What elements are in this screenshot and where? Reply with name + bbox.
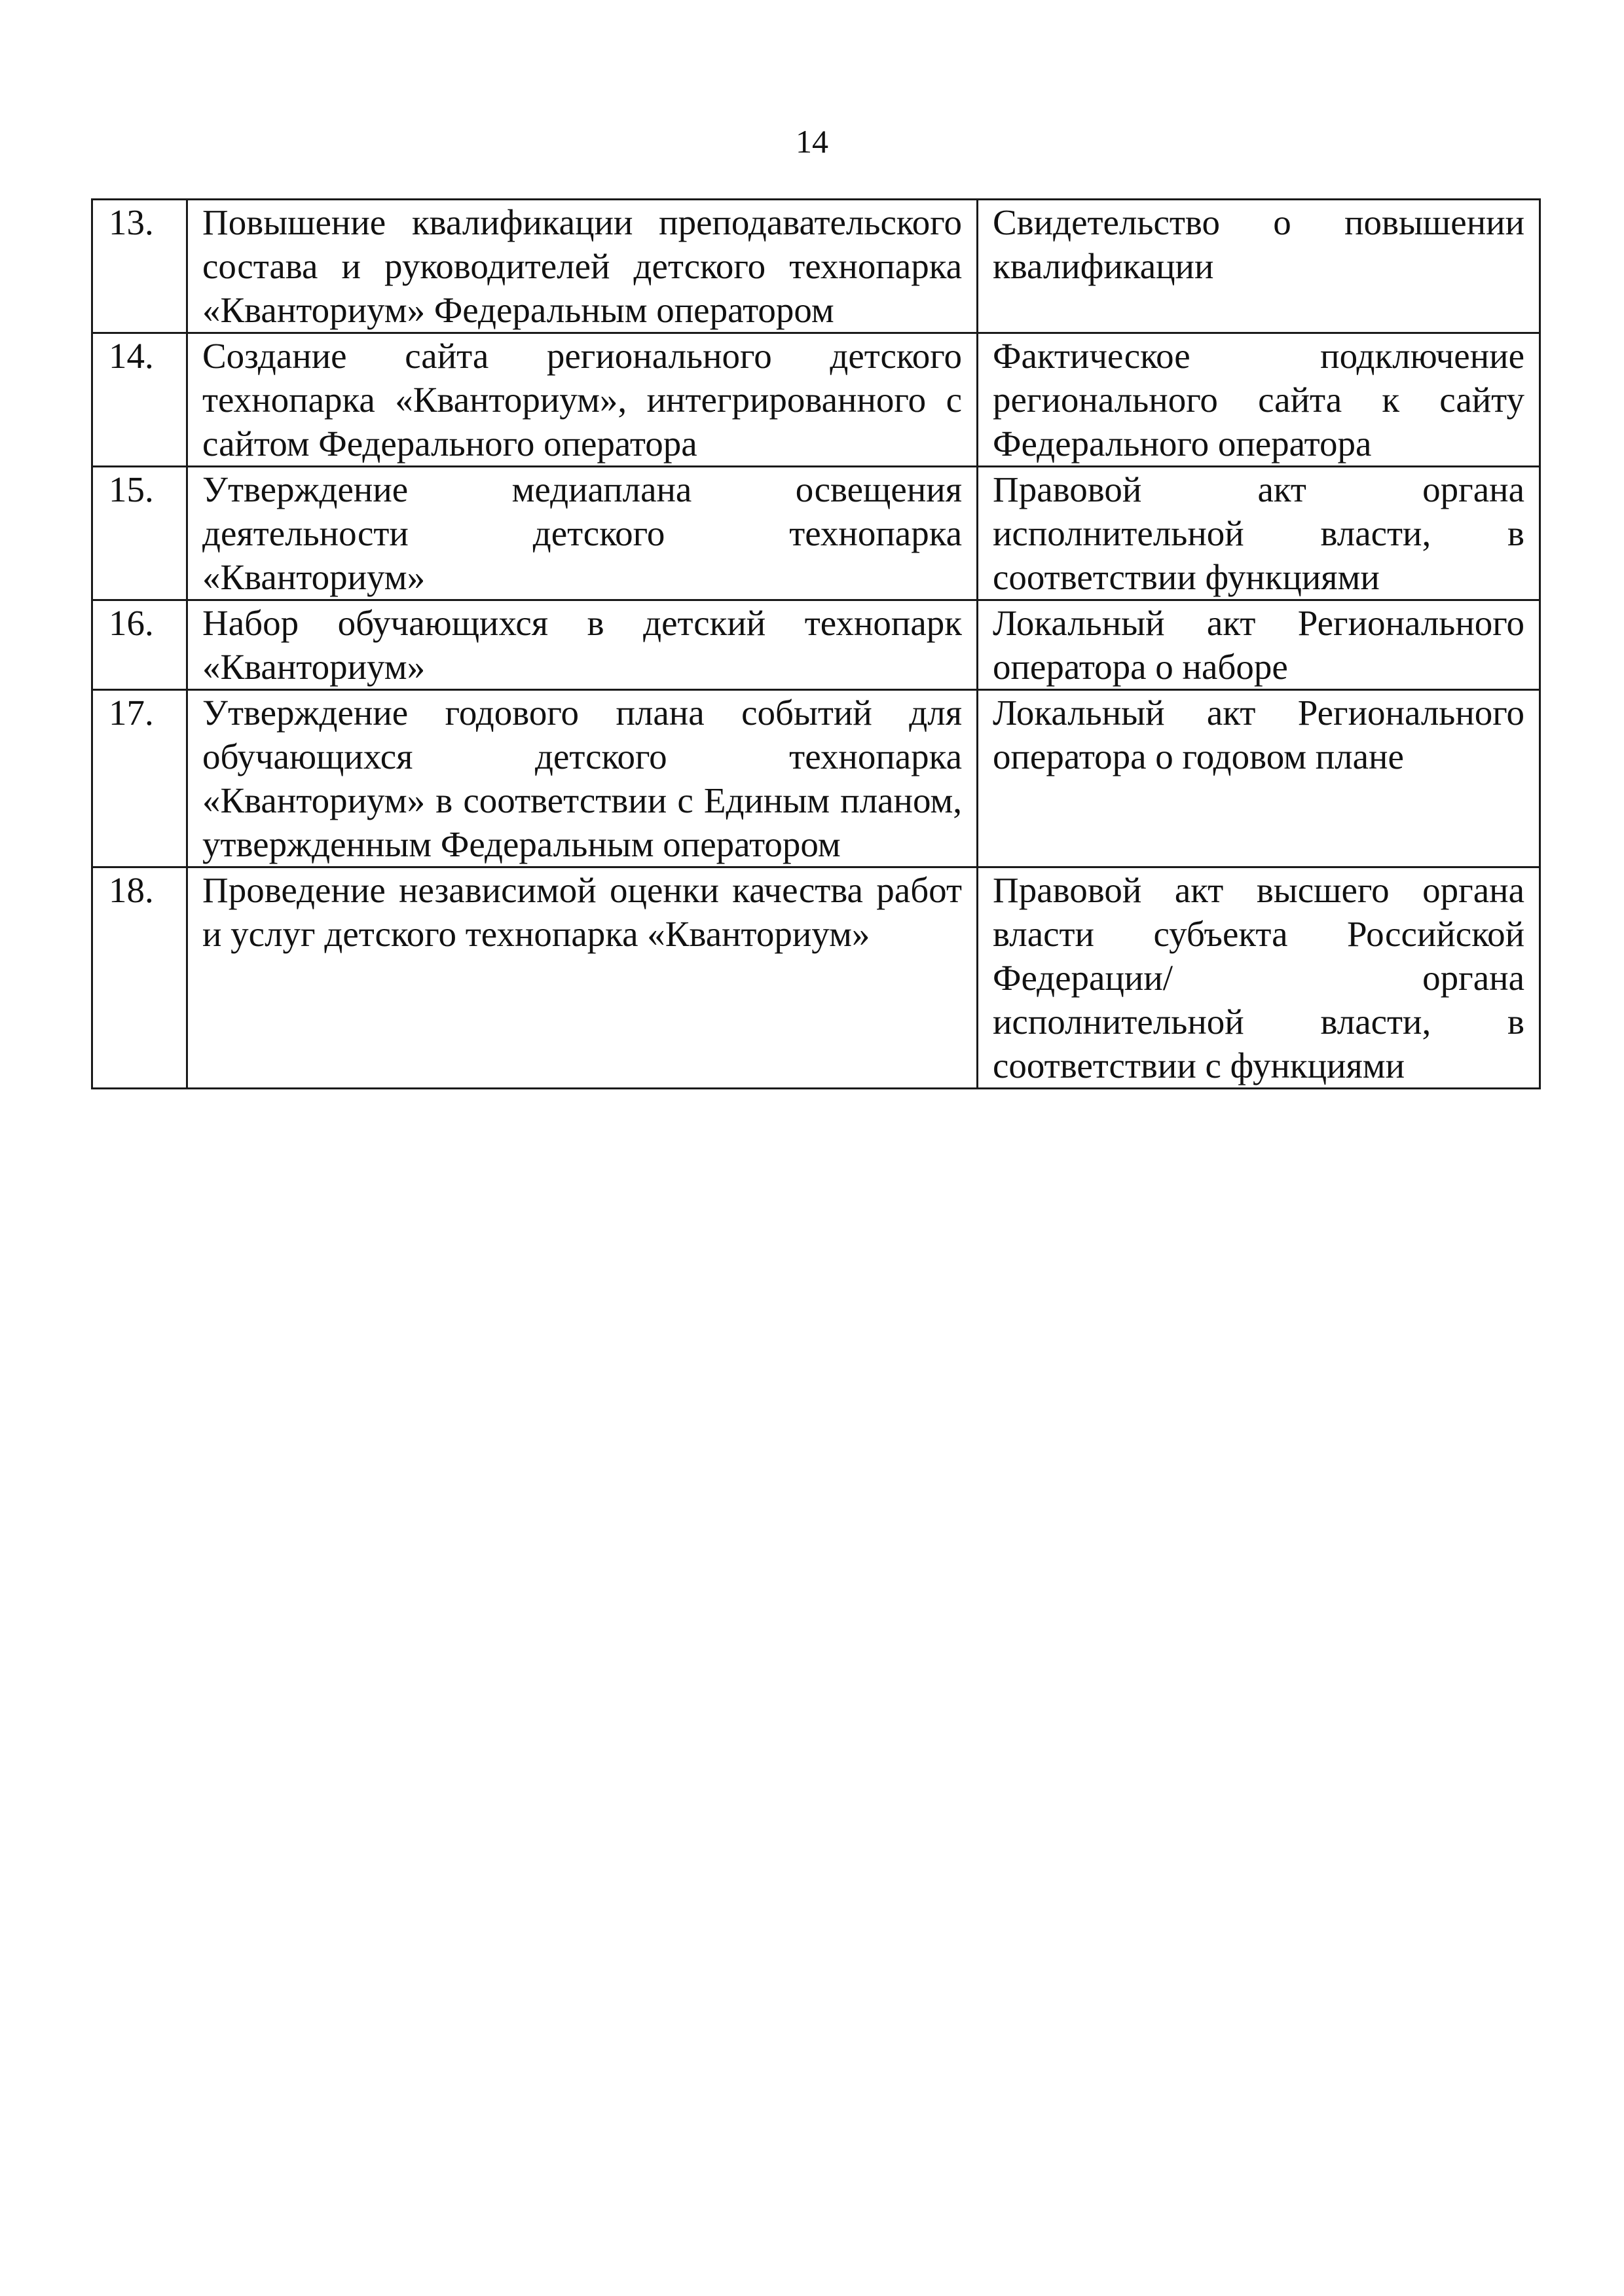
action-cell: Повышение квалификации преподавательского состава и руководителей детского технопарка «Кванториум» Федеральным оператором [187, 200, 978, 333]
action-cell: Набор обучающихся в детский технопарк «Кванториум» [187, 600, 978, 690]
document-cell: Правовой акт высшего органа власти субъекта Российской Федерации/ органа исполнительной власти, в соответствии с функциями [978, 867, 1540, 1089]
row-number: 13. [92, 200, 187, 333]
row-number: 15. [92, 467, 187, 600]
page-number: 14 [796, 123, 828, 160]
row-number: 17. [92, 690, 187, 867]
document-cell: Локальный акт Регионального оператора о наборе [978, 600, 1540, 690]
document-cell: Правовой акт органа исполнительной власти, в соответствии функциями [978, 467, 1540, 600]
table-row [92, 333, 1540, 467]
table-row [92, 867, 1540, 1089]
action-cell: Создание сайта регионального детского технопарка «Кванториум», интегрированного с сайтом Федерального оператора [187, 333, 978, 467]
table-row [92, 467, 1540, 600]
document-cell: Свидетельство о повышении квалификации [978, 200, 1540, 333]
row-number: 18. [92, 867, 187, 1089]
document-cell: Фактическое подключение регионального сайта к сайту Федерального оператора [978, 333, 1540, 467]
action-cell: Утверждение медиаплана освещения деятельности детского технопарка «Кванториум» [187, 467, 978, 600]
document-cell: Локальный акт Регионального оператора о годовом плане [978, 690, 1540, 867]
row-number: 14. [92, 333, 187, 467]
action-cell: Утверждение годового плана событий для обучающихся детского технопарка «Кванториум» в соответствии с Единым планом, утвержденным Федеральным оператором [187, 690, 978, 867]
table-row [92, 200, 1540, 333]
row-number: 16. [92, 600, 187, 690]
measures-table [91, 198, 1541, 1089]
action-cell: Проведение независимой оценки качества работ и услуг детского технопарка «Кванториум» [187, 867, 978, 1089]
table-row [92, 690, 1540, 867]
table-row [92, 600, 1540, 690]
